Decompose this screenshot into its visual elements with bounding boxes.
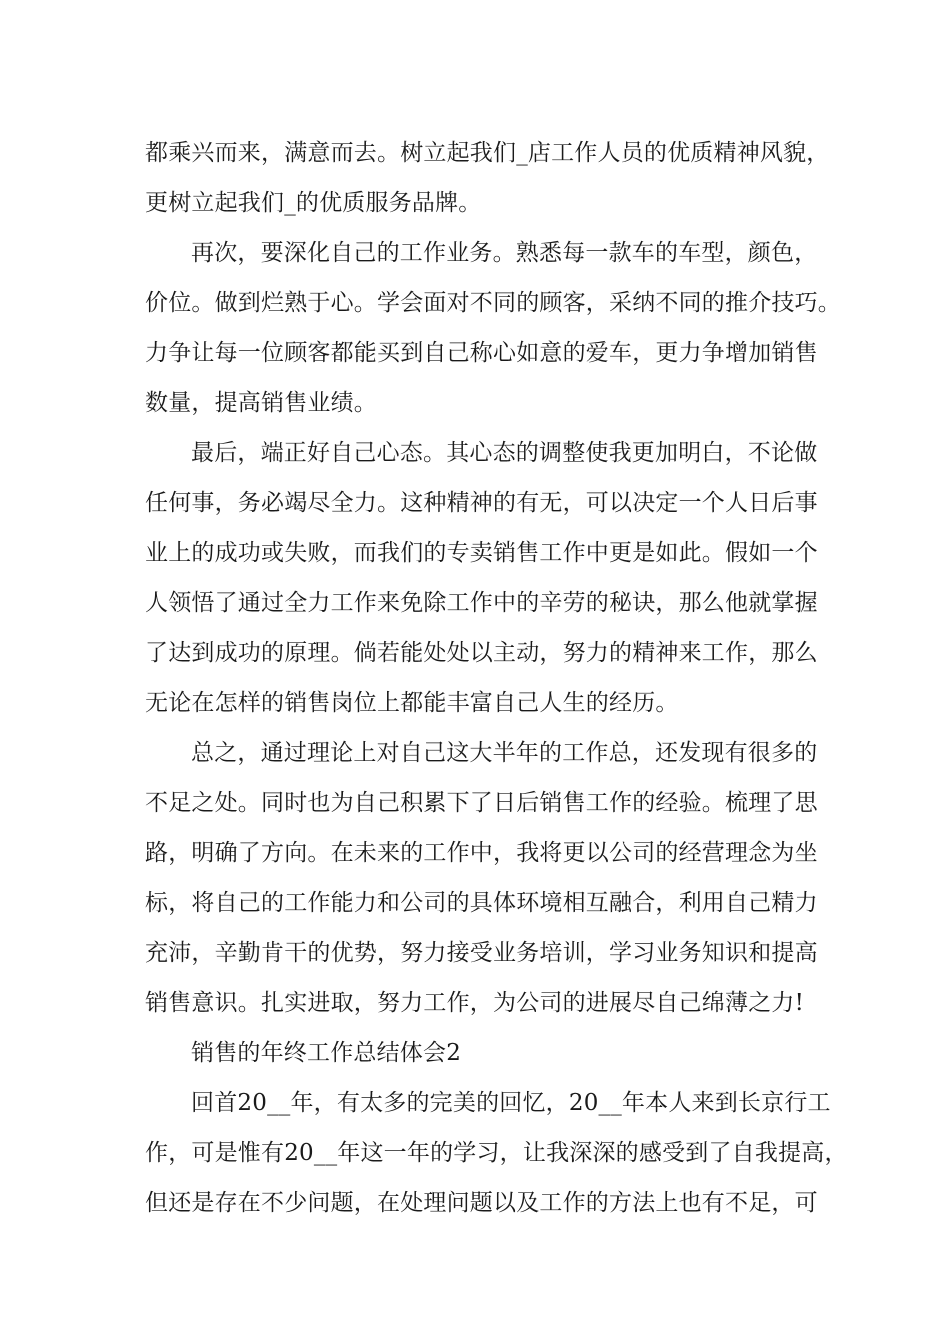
text-line: 无论在怎样的销售岗位上都能丰富自己人生的经历。	[145, 690, 679, 716]
text-line: 更树立起我们_的优质服务品牌。	[145, 190, 482, 216]
text-line: 最后，端正好自己心态。其心态的调整使我更加明白，不论做	[191, 440, 818, 466]
text-line: 了达到成功的原理。倘若能处处以主动，努力的精神来工作，那么	[145, 640, 818, 666]
text-line: 业上的成功或失败，而我们的专卖销售工作中更是如此。假如一个	[145, 540, 818, 566]
document-body	[145, 128, 848, 1228]
text-line: 任何事，务必竭尽全力。这种精神的有无，可以决定一个人日后事	[145, 490, 818, 516]
text-line: 回首20__年，有太多的完美的回忆，20__年本人来到长京行工	[191, 1090, 831, 1116]
text-line: 不足之处。同时也为自己积累下了日后销售工作的经验。梳理了思	[145, 790, 818, 816]
text-line: 作，可是惟有20__年这一年的学习，让我深深的感受到了自我提高，	[145, 1140, 848, 1166]
text-line: 都乘兴而来，满意而去。树立起我们_店工作人员的优质精神风貌，	[145, 140, 830, 166]
text-line: 路，明确了方向。在未来的工作中，我将更以公司的经营理念为坐	[145, 840, 818, 866]
text-line: 人领悟了通过全力工作来免除工作中的辛劳的秘诀，那么他就掌握	[145, 590, 818, 616]
text-line: 销售的年终工作总结体会2	[191, 1040, 462, 1066]
text-line: 总之，通过理论上对自己这大半年的工作总，还发现有很多的	[191, 740, 818, 766]
text-line: 充沛，辛勤肯干的优势，努力接受业务培训，学习业务知识和提高	[145, 940, 818, 966]
text-line: 再次，要深化自己的工作业务。熟悉每一款车的车型，颜色，	[191, 240, 818, 266]
text-line: 价位。做到烂熟于心。学会面对不同的顾客，采纳不同的推介技巧。	[145, 290, 841, 316]
text-line: 销售意识。扎实进取，努力工作，为公司的进展尽自己绵薄之力!	[145, 990, 805, 1016]
text-line: 标，将自己的工作能力和公司的具体环境相互融合，利用自己精力	[145, 890, 818, 916]
text-line: 数量，提高销售业绩。	[145, 390, 377, 416]
text-line: 力争让每一位顾客都能买到自己称心如意的爱车，更力争增加销售	[145, 340, 818, 366]
text-line: 但还是存在不少问题，在处理问题以及工作的方法上也有不足，可	[145, 1190, 818, 1216]
